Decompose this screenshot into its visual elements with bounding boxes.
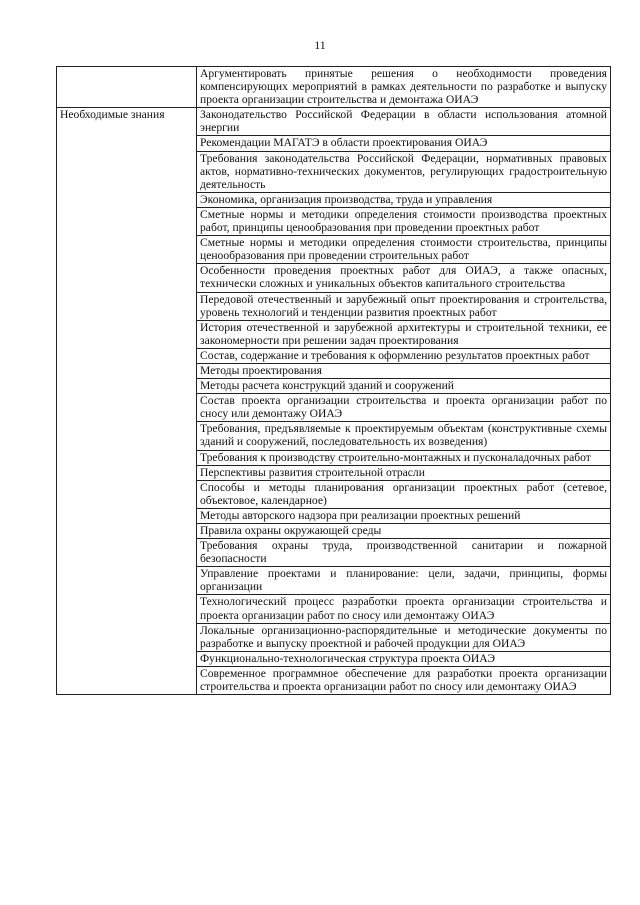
- table-row: [57, 108, 611, 136]
- table-cell: Аргументировать принятые решения о необходимости проведения компенсирующих мероприятий в рамках деятельности по разработке и выпуску проекта организации строительства и демонтажа ОИАЭ: [197, 67, 611, 108]
- knowledge-item: Состав, содержание и требования к оформлению результатов проектных работ: [197, 348, 611, 363]
- knowledge-item: Передовой отечественный и зарубежный опыт проектирования и строительства, уровень технологий и тенденции развития проектных работ: [197, 292, 611, 320]
- requirements-table: [56, 66, 611, 695]
- knowledge-item: Локальные организационно-распорядительные и методические документы по разработке и выпуску проектной и рабочей продукции для ОИАЭ: [197, 623, 611, 651]
- knowledge-item: Состав проекта организации строительства и проекта организации работ по сносу или демонтажу ОИАЭ: [197, 394, 611, 422]
- knowledge-item: Функционально-технологическая структура проекта ОИАЭ: [197, 651, 611, 666]
- knowledge-item: Экономика, организация производства, труда и управления: [197, 192, 611, 207]
- table-cell-empty: [57, 67, 197, 108]
- knowledge-item: Методы проектирования: [197, 363, 611, 378]
- knowledge-item: Перспективы развития строительной отрасли: [197, 465, 611, 480]
- section-label-knowledge: Необходимые знания: [57, 108, 197, 695]
- knowledge-item: Законодательство Российской Федерации в области использования атомной энергии: [197, 108, 611, 136]
- knowledge-item: Особенности проведения проектных работ для ОИАЭ, а также опасных, технически сложных и уникальных объектов капитального строительства: [197, 264, 611, 292]
- requirements-table-body: [57, 67, 611, 695]
- knowledge-item: Требования законодательства Российской Федерации, нормативных правовых актов, нормативно-технических документов, регулирующих градостроительную деятельность: [197, 151, 611, 192]
- knowledge-item: Требования охраны труда, производственной санитарии и пожарной безопасности: [197, 539, 611, 567]
- knowledge-item: Методы расчета конструкций зданий и сооружений: [197, 379, 611, 394]
- page-number: 11: [314, 38, 326, 52]
- knowledge-item: Требования, предъявляемые к проектируемым объектам (конструктивные схемы зданий и сооружений, последовательность их возведения): [197, 422, 611, 450]
- table-row: [57, 67, 611, 108]
- knowledge-item: Технологический процесс разработки проекта организации строительства и проекта организации работ по сносу или демонтажу ОИАЭ: [197, 595, 611, 623]
- knowledge-item: Требования к производству строительно-монтажных и пусконаладочных работ: [197, 450, 611, 465]
- knowledge-item: Сметные нормы и методики определения стоимости производства проектных работ, принципы ценообразования при проведении проектных работ: [197, 207, 611, 235]
- knowledge-item: Современное программное обеспечение для разработки проекта организации строительства и проекта организации работ по сносу или демонтажу ОИАЭ: [197, 666, 611, 694]
- knowledge-item: Сметные нормы и методики определения стоимости строительства, принципы ценообразования при проведении строительных работ: [197, 236, 611, 264]
- knowledge-item: Управление проектами и планирование: цели, задачи, принципы, формы организации: [197, 567, 611, 595]
- knowledge-item: Правила охраны окружающей среды: [197, 524, 611, 539]
- knowledge-item: Способы и методы планирования организации проектных работ (сетевое, объектовое, календарное): [197, 480, 611, 508]
- knowledge-item: Рекомендации МАГАТЭ в области проектирования ОИАЭ: [197, 136, 611, 151]
- knowledge-item: Методы авторского надзора при реализации проектных решений: [197, 508, 611, 523]
- knowledge-item: История отечественной и зарубежной архитектуры и строительной техники, ее закономерности при решении задач проектирования: [197, 320, 611, 348]
